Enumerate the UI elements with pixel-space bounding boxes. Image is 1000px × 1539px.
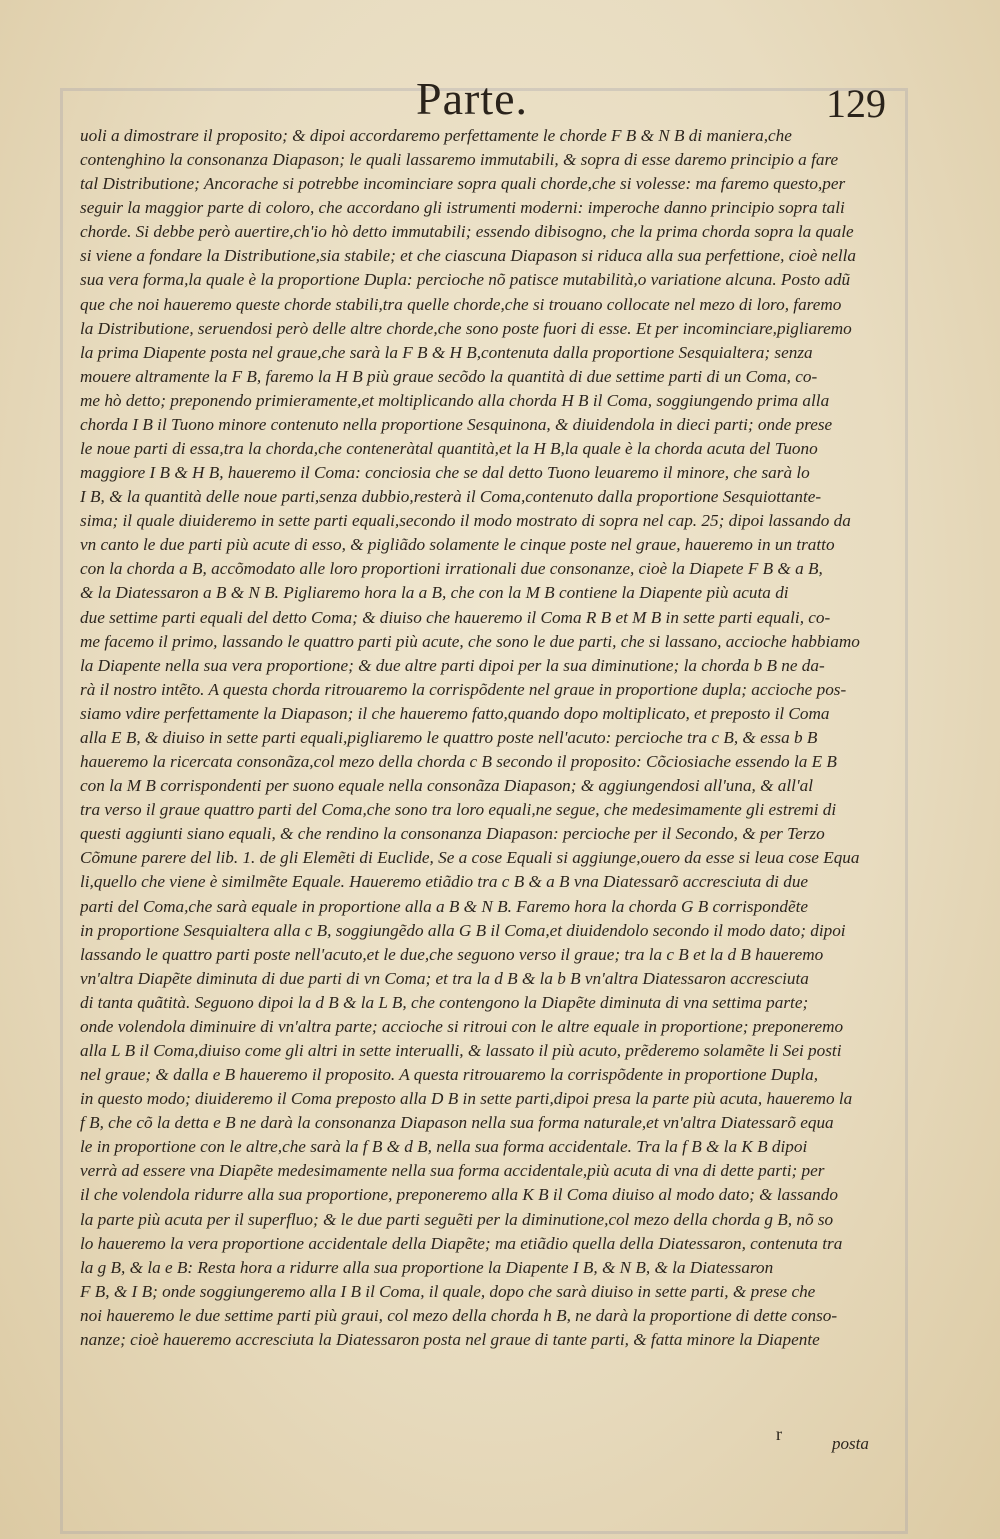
text-line: vn'altra Diapẽte diminuta di due parti di vn Coma; et tra la d B & la b B vn'altra Diatessaron accresciuta — [80, 968, 809, 988]
text-line: verrà ad essere vna Diapẽte medesimamente nella sua forma accidentale,più acuta di vna di dette parti; per — [80, 1161, 825, 1181]
text-line: lo haueremo la vera proportione accidentale della Diapẽte; ma etiãdio quella della Diatessaron, contenuta tra — [80, 1233, 843, 1253]
page-header — [0, 64, 1000, 124]
text-line: di tanta quãtità. Seguono dipoi la d B & la L B, che contengono la Diapẽte diminuta di vna settima parte; — [80, 992, 809, 1012]
signature-mark: r — [776, 1424, 782, 1444]
text-line: alla L B il Coma,diuiso come gli altri in sette interualli, & lassato il più acuto, prẽderemo solamẽte li Sei posti — [80, 1040, 842, 1060]
text-line: onde volendola diminuire di vn'altra parte; accioche si ritroui con le altre equale in proportione; preponeremo — [80, 1016, 844, 1036]
text-line: nel graue; & dalla e B haueremo il proposito. A questa ritrouaremo la corrispõdente in proportione Dupla, — [80, 1065, 819, 1085]
text-line: me hò detto; preponendo primieramente,et moltiplicando alla chorda H B il Coma, soggiungendo prima alla — [80, 390, 830, 410]
text-line: la Distributione, seruendosi però delle altre chorde,che sono poste fuori di esse. Et per incominciare,pigliaremo — [80, 318, 852, 338]
text-line: seguir la maggior parte di coloro, che accordano gli istrumenti moderni: imperoche danno principio sopra tali — [80, 198, 845, 218]
text-line: lassando le quattro parti poste nell'acuto,et le due,che seguono verso il graue; tra la c B et la d B haueremo — [80, 944, 824, 964]
text-line: li,quello che viene è similmẽte Equale. Haueremo etiãdio tra c B & a B vna Diatessarõ accresciuta di due — [80, 872, 809, 892]
text-line: chorde. Si debbe però auertire,ch'io hò detto immutabili; essendo dibisogno, che la prima chorda sopra la quale — [80, 222, 854, 242]
text-line: que che noi haueremo queste chorde stabili,tra quelle chorde,che si trouano collocate nel mezo di loro, faremo — [80, 294, 842, 314]
text-line: mouere altramente la F B, faremo la H B più graue secõdo la quantità di due settime parti di un Coma, co- — [80, 366, 818, 386]
text-line: tra verso il graue quattro parti del Coma,che sono tra loro equali,ne segue, che medesimamente gli estremi di — [80, 800, 837, 820]
text-line: in proportione Sesquialtera alla c B, soggiungẽdo alla G B il Coma,et diuidendolo secondo il modo dato; dipoi — [80, 920, 846, 940]
text-line: nanze; cioè haueremo accresciuta la Diatessaron posta nel graue di tante parti, & fatta minore la Diapente — [80, 1329, 820, 1349]
text-line: vn canto le due parti più acute di esso, & pigliãdo solamente le cinque poste nel graue, haueremo in un tratto — [80, 535, 835, 555]
text-line: maggiore I B & H B, haueremo il Coma: conciosia che se dal detto Tuono leuaremo il minore, che sarà lo — [80, 463, 810, 483]
text-line: tal Distributione; Ancorache si potrebbe incominciare sopra quali chorde,che si volesse: ma faremo questo,per — [80, 174, 846, 194]
text-line: con la M B corrispondenti per suono equale nella consonãza Diapason; & aggiungendosi all'una, & all'al — [80, 776, 813, 796]
text-line: le in proportione con le altre,che sarà la f B & d B, nella sua forma accidentale. Tra la f B & la K B dipoi — [80, 1137, 808, 1157]
body-text — [80, 124, 886, 1352]
text-line: noi haueremo le due settime parti più graui, col mezo della chorda h B, ne darà la proportione di dette conso- — [80, 1305, 838, 1325]
text-line: si viene a fondare la Distributione,sia stabile; et che ciascuna Diapason si riduca alla sua perfettione, cioè nella — [80, 246, 857, 266]
text-line: questi aggiunti siano equali, & che rendino la consonanza Diapason: percioche per il Secondo, & per Terzo — [80, 824, 825, 844]
text-line: haueremo la ricercata consonãza,col mezo della chorda c B secondo il proposito: Cõciosiache essendo la E B — [80, 752, 837, 772]
text-line: in questo modo; diuideremo il Coma preposto alla D B in sette parti,dipoi presa la parte più acuta, haueremo la — [80, 1089, 853, 1109]
text-line: rà il nostro intẽto. A questa chorda ritrouaremo la corrispõdente nel graue in proportione dupla; accioche pos- — [80, 679, 847, 699]
text-line: f B, che cõ la detta e B ne darà la consonanza Diapason nella sua forma naturale,et vn'altra Diatessarõ equa — [80, 1113, 834, 1133]
text-line: F B, & I B; onde soggiungeremo alla I B il Coma, il quale, dopo che sarà diuiso in sette parti, & prese che — [80, 1281, 816, 1301]
text-line: me facemo il primo, lassando le quattro parti più acute, che sono le due parti, che si lassano, accioche habbiamo — [80, 631, 860, 651]
page-number: 129 — [826, 81, 886, 126]
text-line: sima; il quale diuideremo in sette parti equali,secondo il modo mostrato di sopra nel cap. 25; dipoi lassando da — [80, 511, 851, 531]
text-line: parti del Coma,che sarà equale in proportione alla a B & N B. Faremo hora la chorda G B corrispondẽte — [80, 896, 809, 916]
text-line: il che volendola ridurre alla sua proportione, preponeremo alla K B il Coma diuiso al modo dato; & lassando — [80, 1185, 838, 1205]
text-line: uoli a dimostrare il proposito; & dipoi accordaremo perfettamente le chorde F B & N B di maniera,che — [80, 126, 792, 145]
catchword: posta — [832, 1434, 869, 1453]
text-line: la g B, & la e B: Resta hora a ridurre alla sua proportione la Diapente I B, & N B, & la Diatessaron — [80, 1257, 774, 1277]
text-line: la parte più acuta per il superfluo; & le due parti seguẽti per la diminutione,col mezo della chorda g B, nõ so — [80, 1209, 834, 1229]
text-line: & la Diatessaron a B & N B. Pigliaremo hora la a B, che con la M B contiene la Diapente più acuta di — [80, 583, 789, 603]
text-line: le noue parti di essa,tra la chorda,che conteneràtal quantità,et la H B,la quale è la chorda acuta del Tuono — [80, 439, 818, 459]
text-line: chorda I B il Tuono minore contenuto nella proportione Sesquinona, & diuidendola in dieci parti; onde prese — [80, 414, 833, 434]
text-line: la prima Diapente posta nel graue,che sarà la F B & H B,contenuta dalla proportione Sesquialtera; senza — [80, 342, 813, 362]
text-line: alla E B, & diuiso in sette parti equali,pigliaremo le quattro poste nell'acuto: percioche tra c B, & essa b B — [80, 727, 818, 747]
text-line: con la chorda a B, accõmodato alle loro proportioni irrationali due consonanze, cioè la Diapete F B & a B, — [80, 559, 823, 579]
text-line: I B, & la quantità delle noue parti,senza dubbio,resterà il Coma,contenuto dalla proportione Sesquiottante- — [80, 487, 822, 507]
text-line: contenghino la consonanza Diapason; le quali lassaremo immutabili, & sopra di esse daremo principio a fare — [80, 150, 839, 170]
running-title: Parte. — [416, 73, 529, 124]
text-line: siamo vdire perfettamente la Diapason; il che haueremo fatto,quando dopo moltiplicato, et preposto il Coma — [80, 703, 830, 723]
text-line: la Diapente nella sua vera proportione; & due altre parti dipoi per la sua diminutione; la chorda b B ne da- — [80, 655, 825, 675]
text-line: due settime parti equali del detto Coma; & diuiso che haueremo il Coma R B et M B in sette parti equali, co- — [80, 607, 831, 627]
text-line: sua vera forma,la quale è la proportione Dupla: percioche nõ patisce mutabilità,o variatione alcuna. Posto adũ — [80, 270, 851, 290]
text-line: Cõmune parere del lib. 1. de gli Elemẽti di Euclide, Se a cose Equali si aggiunge,ouero da esse si leua cose Equa — [80, 848, 860, 868]
